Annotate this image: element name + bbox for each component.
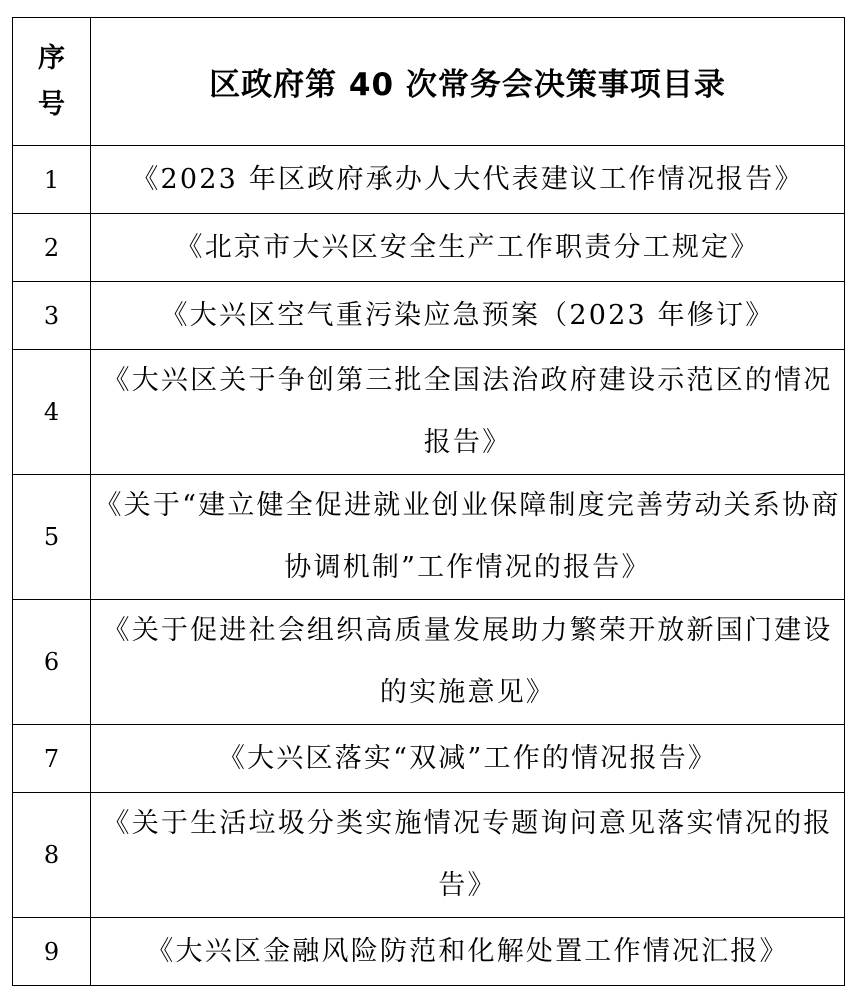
row-title: 《大兴区落实“双减”工作的情况报告》 [91,725,845,793]
row-title: 《关于促进社会组织高质量发展助力繁荣开放新国门建设的实施意见》 [91,600,845,725]
row-number: 3 [13,282,91,350]
row-number: 2 [13,214,91,282]
row-title: 《关于“建立健全促进就业创业保障制度完善劳动关系协商协调机制”工作情况的报告》 [91,475,845,600]
row-title: 《北京市大兴区安全生产工作职责分工规定》 [91,214,845,282]
table-row [13,350,845,475]
table-row [13,793,845,918]
row-title: 《大兴区金融风险防范和化解处置工作情况汇报》 [91,918,845,986]
header-number-label: 序号 [38,42,65,120]
table-row [13,600,845,725]
row-number: 1 [13,146,91,214]
row-number: 8 [13,793,91,918]
table-title: 区政府第 40 次常务会决策事项目录 [91,18,845,146]
decision-items-table [12,17,845,986]
table-row [13,725,845,793]
row-number: 5 [13,475,91,600]
table-row [13,146,845,214]
table-header-row [13,18,845,146]
row-number: 7 [13,725,91,793]
header-number-cell [13,18,91,146]
table-row [13,475,845,600]
row-number: 4 [13,350,91,475]
row-number: 6 [13,600,91,725]
table-row [13,214,845,282]
row-number: 9 [13,918,91,986]
row-title: 《2023 年区政府承办人大代表建议工作情况报告》 [91,146,845,214]
table-row [13,282,845,350]
row-title: 《大兴区关于争创第三批全国法治政府建设示范区的情况报告》 [91,350,845,475]
table-row [13,918,845,986]
row-title: 《大兴区空气重污染应急预案（2023 年修订》 [91,282,845,350]
row-title: 《关于生活垃圾分类实施情况专题询问意见落实情况的报告》 [91,793,845,918]
